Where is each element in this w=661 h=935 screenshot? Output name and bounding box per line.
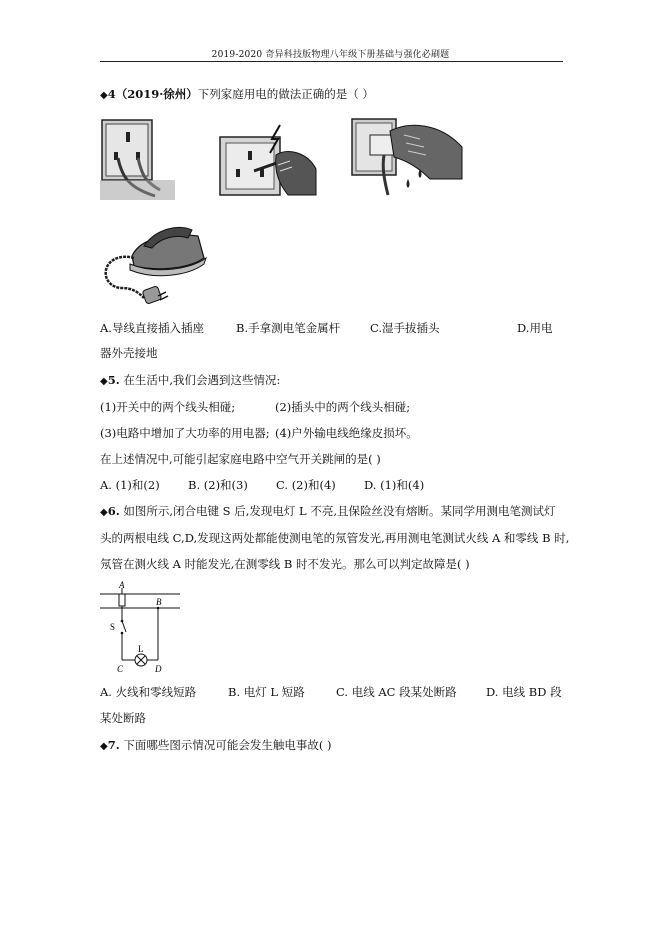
q6-line-3: 氖管在测火线 A 时能发光,在测零线 B 时不发光。那么可以判定故障是( ) [100,557,470,571]
q6-bullet: ◆ [100,507,108,518]
q7-stem: 下面哪些图示情况可能会发生触电事故( ) [123,738,332,752]
electric-iron-with-plug-image [100,218,210,310]
q7-number: 7. [107,738,120,752]
q6-option-b: B. 电灯 L 短路 [228,685,305,699]
q4-stem: 下列家庭用电的做法正确的是（ ） [197,87,374,101]
q4-bullet: ◆ [100,90,108,101]
q7-bullet: ◆ [100,741,108,752]
q4-option-d-cont: 器外壳接地 [100,346,158,360]
q4-source: （2019·徐州） [115,87,198,101]
q5-option-c: C. (2)和(4) [276,478,336,492]
q5-number: 5. [107,373,120,387]
q5-option-d: D. (1)和(4) [364,478,425,492]
q4-option-d: D.用电 [517,321,553,335]
q5-option-b: B. (2)和(3) [188,478,248,492]
q6-line-1-text: 如图所示,闭合电键 S 后,发现电灯 L 不亮,且保险丝没有熔断。某同学用测电笔测试灯 [123,504,556,518]
q4-number: 4 [107,87,116,101]
header-rule [100,61,563,62]
q5-option-a: A. (1)和(2) [100,478,160,492]
q5-stem: 在生活中,我们会遇到这些情况: [123,373,281,387]
q4-option-c: C.湿手拔插头 [370,321,440,335]
q5-item-4: (4)户外输电线绝缘皮损坏。 [275,426,418,440]
circuit-label-c: C [117,664,124,674]
circuit-label-s: S [110,622,116,632]
q6-option-a: A. 火线和零线短路 [100,685,197,699]
q5-title [100,372,280,390]
socket-with-bare-wires-image [100,118,175,203]
q4-option-b: B.手拿测电笔金属杆 [236,321,341,335]
q4-title [100,86,374,104]
wet-hand-pulling-plug-image [350,117,465,197]
circuit-label-a: A [119,580,125,590]
circuit-diagram [100,580,190,675]
q5-bullet: ◆ [100,376,108,387]
q6-line-1 [100,503,555,521]
q5-item-3: (3)电路中增加了大功率的用电器; [100,426,270,440]
circuit-label-d: D [155,664,162,674]
q6-option-d-cont: 某处断路 [100,711,146,725]
q6-number: 6. [107,504,120,518]
page-header: 2019-2020 奇异科技版物理八年级下册基础与强化必刷题 [211,50,450,60]
q7-title [100,737,332,755]
hand-touching-test-pen-image [218,125,318,200]
circuit-label-b: B [156,597,162,607]
q6-line-2: 头的两根电线 C,D,发现这两处都能使测电笔的氖管发光,再用测电笔测试火线 A 和零线 B 时, [100,531,570,545]
q5-item-1: (1)开关中的两个线头相碰; [100,400,236,414]
q5-question: 在上述情况中,可能引起家庭电路中空气开关跳闸的是( ) [100,452,381,466]
q6-option-c: C. 电线 AC 段某处断路 [336,685,457,699]
circuit-label-l: L [138,644,144,654]
q6-option-d: D. 电线 BD 段 [486,685,562,699]
q4-option-a: A.导线直接插入插座 [100,321,204,335]
q5-item-2: (2)插头中的两个线头相碰; [275,400,411,414]
